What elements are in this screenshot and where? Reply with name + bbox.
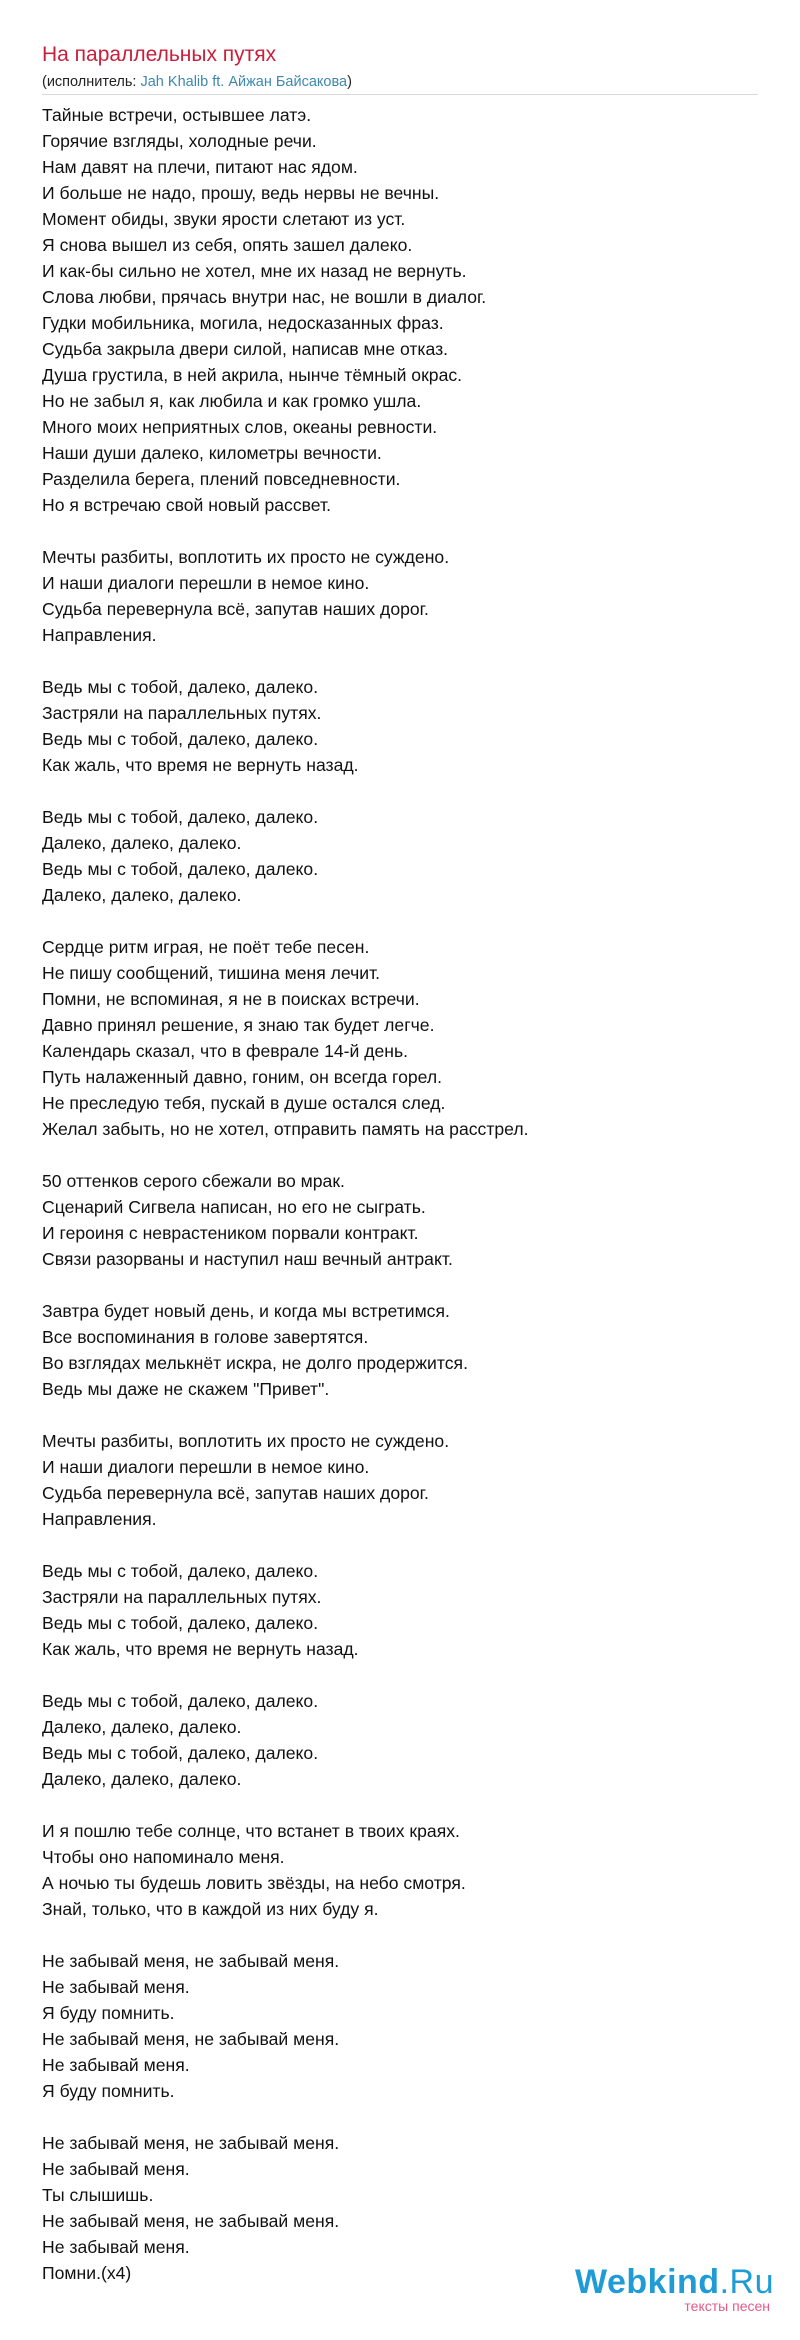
lyrics-line: Момент обиды, звуки ярости слетают из уст. (42, 209, 406, 229)
lyrics-line: Нам давят на плечи, питают нас ядом. (42, 157, 358, 177)
lyrics-line: Сценарий Сигвела написан, но его не сыграть. (42, 1197, 426, 1217)
lyrics-line: Разделила берега, плений повседневности. (42, 469, 401, 489)
lyrics-line: Как жаль, что время не вернуть назад. (42, 755, 359, 775)
lyrics-line: Во взглядах мелькнёт искра, не долго продержится. (42, 1353, 468, 1373)
lyrics-line: Далеко, далеко, далеко. (42, 885, 242, 905)
lyrics-line: Судьба закрыла двери силой, написав мне отказ. (42, 339, 449, 359)
logo-wordmark (575, 2262, 774, 2302)
lyrics-line: Не пишу сообщений, тишина меня лечит. (42, 963, 381, 983)
lyrics-line: Не забывай меня, не забывай меня. (42, 2133, 340, 2153)
lyrics-line: Много моих неприятных слов, океаны ревности. (42, 417, 438, 437)
lyrics-line: Завтра будет новый день, и когда мы встретимся. (42, 1301, 450, 1321)
lyrics-line: И героиня с неврастеником порвали контракт. (42, 1223, 419, 1243)
lyrics-line: Направления. (42, 1509, 157, 1529)
header-divider (42, 94, 758, 95)
lyrics-line: Мечты разбиты, воплотить их просто не суждено. (42, 547, 450, 567)
lyrics-stanza (42, 1298, 758, 1402)
lyrics-line: Судьба перевернула всё, запутав наших дорог. (42, 599, 429, 619)
lyrics-line: Ведь мы с тобой, далеко, далеко. (42, 1561, 319, 1581)
lyrics-line: Не забывай меня. (42, 2237, 190, 2257)
lyrics-line: Календарь сказал, что в феврале 14-й день. (42, 1041, 409, 1061)
lyrics-line: И наши диалоги перешли в немое кино. (42, 1457, 370, 1477)
lyrics-stanza (42, 804, 758, 908)
lyrics-line: Ведь мы с тобой, далеко, далеко. (42, 1691, 319, 1711)
lyrics-line: Ведь мы с тобой, далеко, далеко. (42, 677, 319, 697)
lyrics-line: Я буду помнить. (42, 2003, 175, 2023)
lyrics-line: Далеко, далеко, далеко. (42, 1717, 242, 1737)
lyrics-line: Мечты разбиты, воплотить их просто не суждено. (42, 1431, 450, 1451)
lyrics-line: Не забывай меня. (42, 2159, 190, 2179)
lyrics-text (42, 102, 758, 2312)
lyrics-line: Помни, не вспоминая, я не в поисках встречи. (42, 989, 420, 1009)
lyrics-line: 50 оттенков серого сбежали во мрак. (42, 1171, 345, 1191)
logo-tagline: тексты песен (684, 2298, 770, 2314)
lyrics-line: Желал забыть, но не хотел, отправить память на расстрел. (42, 1119, 529, 1139)
lyrics-line: Я буду помнить. (42, 2081, 175, 2101)
lyrics-line: Застряли на параллельных путях. (42, 1587, 322, 1607)
performer-prefix: (исполнитель: (42, 74, 141, 90)
lyrics-line: Не забывай меня, не забывай меня. (42, 2029, 340, 2049)
lyrics-line: Далеко, далеко, далеко. (42, 833, 242, 853)
lyrics-line: Путь налаженный давно, гоним, он всегда горел. (42, 1067, 442, 1087)
lyrics-line: Далеко, далеко, далеко. (42, 1769, 242, 1789)
lyrics-line: Но я встречаю свой новый рассвет. (42, 495, 331, 515)
performer-line (42, 72, 352, 92)
lyrics-stanza (42, 1168, 758, 1272)
lyrics-line: Душа грустила, в ней акрила, нынче тёмный окрас. (42, 365, 463, 385)
lyrics-stanza (42, 1558, 758, 1662)
lyrics-line: Застряли на параллельных путях. (42, 703, 322, 723)
lyrics-line: Не забывай меня, не забывай меня. (42, 2211, 340, 2231)
lyrics-line: Ведь мы с тобой, далеко, далеко. (42, 1743, 319, 1763)
lyrics-line: Судьба перевернула всё, запутав наших дорог. (42, 1483, 429, 1503)
lyrics-line: Но не забыл я, как любила и как громко ушла. (42, 391, 422, 411)
lyrics-stanza (42, 1688, 758, 1792)
lyrics-line: А ночью ты будешь ловить звёзды, на небо смотря. (42, 1873, 466, 1893)
lyrics-line: Ведь мы даже не скажем "Привет". (42, 1379, 330, 1399)
lyrics-line: Как жаль, что время не вернуть назад. (42, 1639, 359, 1659)
lyrics-line: Ведь мы с тобой, далеко, далеко. (42, 859, 319, 879)
lyrics-line: Все воспоминания в голове завертятся. (42, 1327, 369, 1347)
lyrics-line: И как-бы сильно не хотел, мне их назад не вернуть. (42, 261, 467, 281)
lyrics-stanza (42, 674, 758, 778)
lyrics-stanza (42, 934, 758, 1142)
lyrics-line: Не забывай меня, не забывай меня. (42, 1951, 340, 1971)
logo-name: Webkind (575, 2263, 720, 2301)
logo-tld: .Ru (719, 2263, 774, 2301)
site-logo[interactable] (575, 2262, 774, 2314)
lyrics-line: Я снова вышел из себя, опять зашел далеко. (42, 235, 413, 255)
lyrics-line: Гудки мобильника, могила, недосказанных фраз. (42, 313, 444, 333)
lyrics-line: Чтобы оно напоминало меня. (42, 1847, 285, 1867)
lyrics-line: Направления. (42, 625, 157, 645)
lyrics-line: И я пошлю тебе солнце, что встанет в твоих краях. (42, 1821, 460, 1841)
lyrics-line: Связи разорваны и наступил наш вечный антракт. (42, 1249, 453, 1269)
lyrics-stanza (42, 1428, 758, 1532)
lyrics-line: Сердце ритм играя, не поёт тебе песен. (42, 937, 370, 957)
lyrics-line: Не преследую тебя, пускай в душе остался след. (42, 1093, 446, 1113)
lyrics-line: Тайные встречи, остывшее латэ. (42, 105, 312, 125)
lyrics-line: Давно принял решение, я знаю так будет легче. (42, 1015, 435, 1035)
lyrics-line: Не забывай меня. (42, 2055, 190, 2075)
lyrics-stanza (42, 1948, 758, 2104)
lyrics-stanza (42, 544, 758, 648)
song-title: На параллельных путях (42, 43, 277, 66)
lyrics-line: Горячие взгляды, холодные речи. (42, 131, 317, 151)
lyrics-stanza (42, 102, 758, 518)
performer-suffix: ) (347, 74, 352, 90)
lyrics-line: Знай, только, что в каждой из них буду я. (42, 1899, 379, 1919)
lyrics-stanza (42, 1818, 758, 1922)
lyrics-line: И больше не надо, прошу, ведь нервы не вечны. (42, 183, 440, 203)
lyrics-line: Помни.(x4) (42, 2263, 132, 2283)
lyrics-line: Ведь мы с тобой, далеко, далеко. (42, 1613, 319, 1633)
performer-link[interactable]: Jah Khalib ft. Айжан Байсакова (140, 74, 348, 90)
lyrics-line: Наши души далеко, километры вечности. (42, 443, 382, 463)
lyrics-line: Ведь мы с тобой, далеко, далеко. (42, 807, 319, 827)
lyrics-line: Ты слышишь. (42, 2185, 154, 2205)
lyrics-line: Слова любви, прячась внутри нас, не вошли в диалог. (42, 287, 487, 307)
lyrics-line: Ведь мы с тобой, далеко, далеко. (42, 729, 319, 749)
lyrics-line: И наши диалоги перешли в немое кино. (42, 573, 370, 593)
lyrics-line: Не забывай меня. (42, 1977, 190, 1997)
